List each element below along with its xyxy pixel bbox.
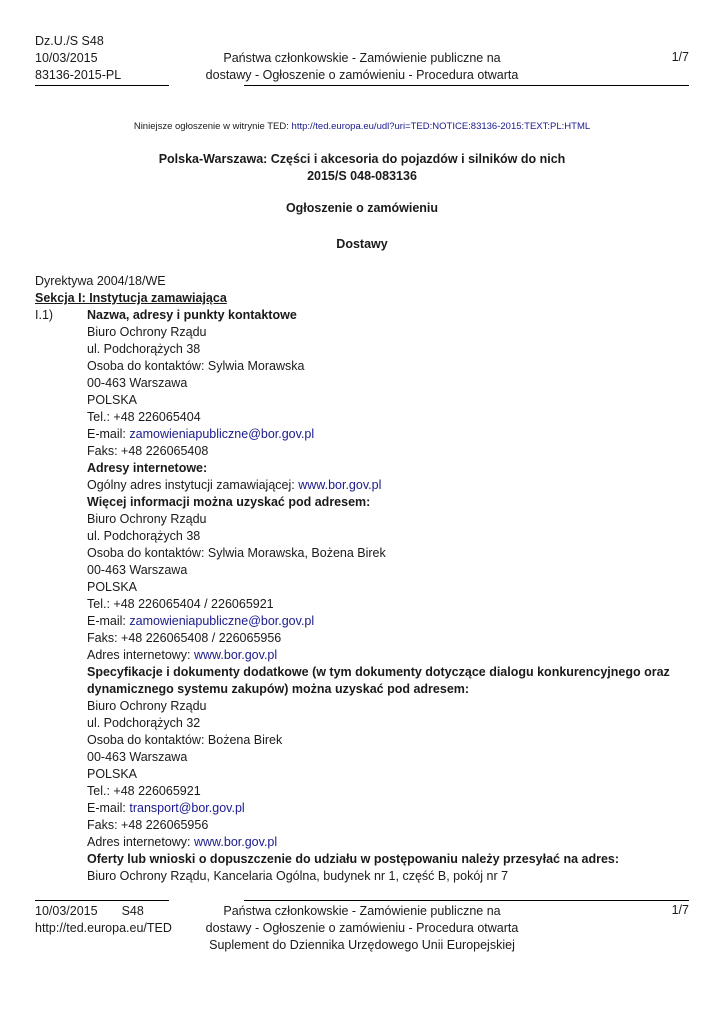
contact3-city: 00-463 Warszawa bbox=[87, 750, 188, 764]
header-date: 10/03/2015 bbox=[35, 51, 98, 65]
document-body bbox=[35, 273, 695, 885]
contact1-fax: Faks: +48 226065408 bbox=[87, 444, 209, 458]
contact3-tel: Tel.: +48 226065921 bbox=[87, 784, 201, 798]
contact3-name: Biuro Ochrony Rządu bbox=[87, 699, 207, 713]
contact1-email-row: E-mail: zamowieniapubliczne@bor.gov.pl bbox=[87, 427, 315, 441]
contact1-street: ul. Podchorążych 38 bbox=[87, 342, 201, 356]
contact2-city: 00-463 Warszawa bbox=[87, 563, 188, 577]
contact3-person: Osoba do kontaktów: Bożena Birek bbox=[87, 733, 283, 747]
contact2-fax: Faks: +48 226065408 / 226065956 bbox=[87, 631, 282, 645]
header-journal: Dz.U./S S48 bbox=[35, 34, 104, 48]
contact3-country: POLSKA bbox=[87, 767, 138, 781]
footer-title: Państwa członkowskie - Zamówienie publiczne na dostawy - Ogłoszenie o zamówieniu - Procedura otwarta Suplement do Dziennika Urzędowego Unii Europejskiej bbox=[205, 904, 519, 952]
header-divider-left bbox=[35, 85, 169, 86]
header-page-number: 1/7 bbox=[671, 50, 689, 64]
footer-reference bbox=[35, 903, 172, 937]
contact2-person: Osoba do kontaktów: Sylwia Morawska, Bożena Birek bbox=[87, 546, 386, 560]
contact1-email-link[interactable]: zamowieniapubliczne@bor.gov.pl bbox=[129, 427, 315, 441]
contact2-street: ul. Podchorążych 38 bbox=[87, 529, 201, 543]
contact3-web-row: Adres internetowy: www.bor.gov.pl bbox=[87, 835, 278, 849]
web-heading: Adresy internetowe: bbox=[87, 461, 208, 475]
footer-divider-right bbox=[244, 900, 689, 901]
header-title: Państwa członkowskie - Zamówienie publiczne na dostawy - Ogłoszenie o zamówieniu - Procedura otwarta bbox=[205, 51, 519, 82]
spec-heading-line1: Specyfikacje i dokumenty dodatkowe (w tym dokumenty dotyczące dialogu konkurencyjnego oraz bbox=[87, 665, 670, 679]
contact1-name: Biuro Ochrony Rządu bbox=[87, 325, 207, 339]
contact1-country: POLSKA bbox=[87, 393, 138, 407]
footer-series: S48 bbox=[121, 904, 144, 918]
header-divider-right bbox=[244, 85, 689, 86]
footer-page-number: 1/7 bbox=[671, 903, 689, 917]
contact1-tel: Tel.: +48 226065404 bbox=[87, 410, 201, 424]
footer-divider-left bbox=[35, 900, 169, 901]
contact1-city: 00-463 Warszawa bbox=[87, 376, 188, 390]
document-title: Polska-Warszawa: Części i akcesoria do pojazdów i silników do nich 2015/S 048-083136 bbox=[158, 152, 566, 183]
footer-url: http://ted.europa.eu/TED bbox=[35, 921, 172, 935]
contact1-person: Osoba do kontaktów: Sylwia Morawska bbox=[87, 359, 305, 373]
general-address-link[interactable]: www.bor.gov.pl bbox=[298, 478, 382, 492]
contact2-name: Biuro Ochrony Rządu bbox=[87, 512, 207, 526]
offers-address: Biuro Ochrony Rządu, Kancelaria Ogólna, budynek nr 1, część B, pokój nr 7 bbox=[87, 869, 509, 883]
contact3-fax: Faks: +48 226065956 bbox=[87, 818, 209, 832]
document-type: Ogłoszenie o zamówieniu bbox=[285, 201, 439, 215]
contact2-web-row: Adres internetowy: www.bor.gov.pl bbox=[87, 648, 278, 662]
directive: Dyrektywa 2004/18/WE bbox=[35, 274, 166, 288]
contact3-email-link[interactable]: transport@bor.gov.pl bbox=[129, 801, 245, 815]
item-heading: I.1) Nazwa, adresy i punkty kontaktowe bbox=[35, 308, 297, 322]
contact2-country: POLSKA bbox=[87, 580, 138, 594]
footer-date: 10/03/2015 bbox=[35, 904, 98, 918]
offers-heading: Oferty lub wnioski o dopuszczenie do udziału w postępowaniu należy przesyłać na adres: bbox=[87, 852, 620, 866]
contact3-street: ul. Podchorążych 32 bbox=[87, 716, 201, 730]
item-number: I.1) bbox=[35, 308, 54, 322]
ted-notice: Niniejsze ogłoszenie w witrynie TED: http://ted.europa.eu/udl?uri=TED:NOTICE:83136-2015:TEXT:PL:HTML bbox=[133, 121, 591, 132]
contact2-tel: Tel.: +48 226065404 / 226065921 bbox=[87, 597, 274, 611]
contact2-email-link[interactable]: zamowieniapubliczne@bor.gov.pl bbox=[129, 614, 315, 628]
header-reference bbox=[35, 33, 121, 84]
more-info-heading: Więcej informacji można uzyskać pod adresem: bbox=[87, 495, 371, 509]
header-notice-id: 83136-2015-PL bbox=[35, 68, 122, 82]
contact2-web-link[interactable]: www.bor.gov.pl bbox=[194, 648, 278, 662]
general-address-row: Ogólny adres instytucji zamawiającej: www.bor.gov.pl bbox=[87, 478, 382, 492]
contract-category: Dostawy bbox=[336, 237, 388, 251]
contact3-email-row: E-mail: transport@bor.gov.pl bbox=[87, 801, 245, 815]
section-heading: Sekcja I: Instytucja zamawiająca bbox=[35, 291, 227, 305]
contact2-email-row: E-mail: zamowieniapubliczne@bor.gov.pl bbox=[87, 614, 315, 628]
ted-notice-link[interactable]: http://ted.europa.eu/udl?uri=TED:NOTICE:83136-2015:TEXT:PL:HTML bbox=[291, 121, 591, 132]
contact3-web-link[interactable]: www.bor.gov.pl bbox=[194, 835, 278, 849]
spec-heading-line2: dynamicznego systemu zakupów) można uzyskać pod adresem: bbox=[87, 682, 470, 696]
